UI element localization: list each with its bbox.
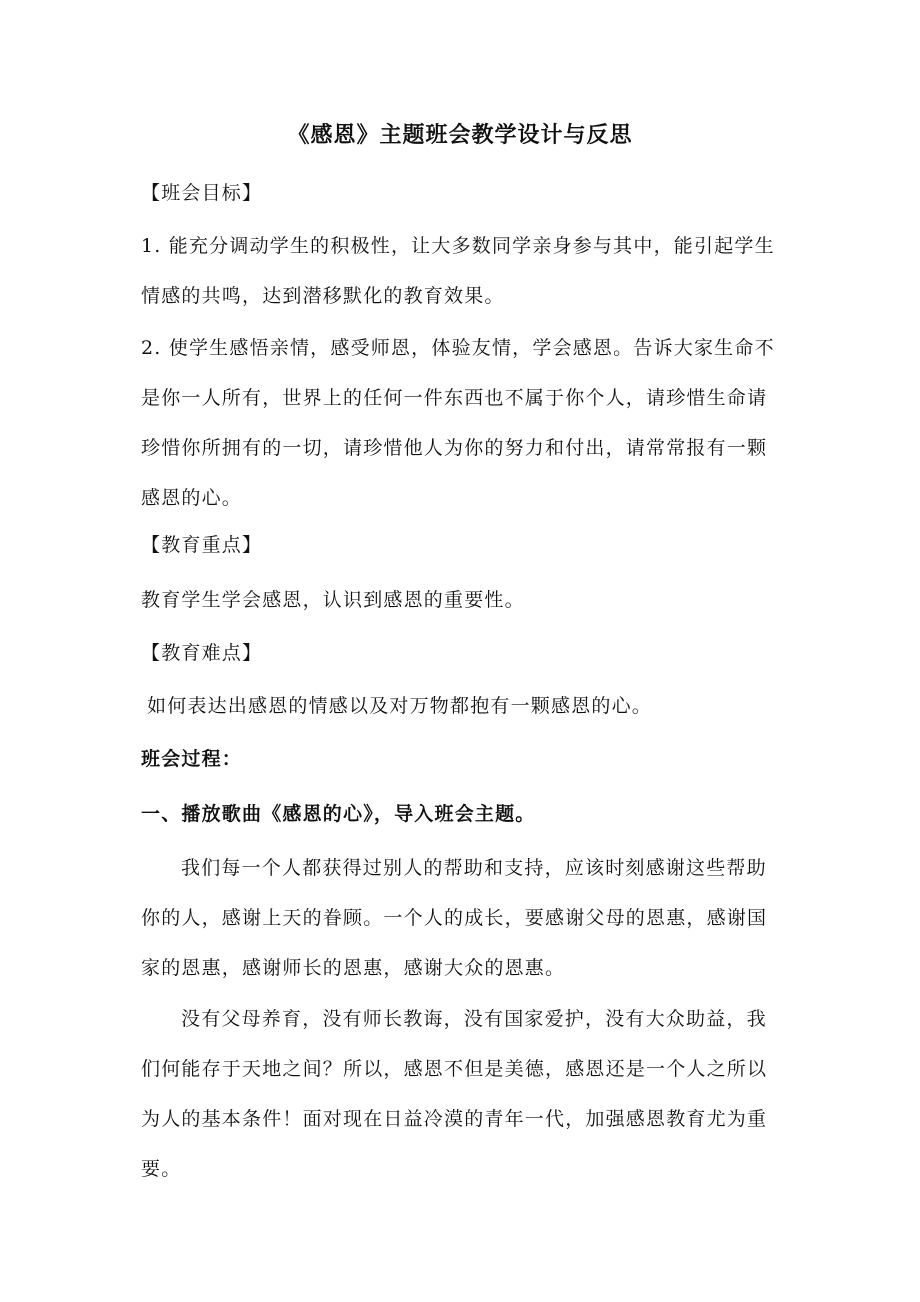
document-title: 《感恩》主题班会教学设计与反思 (287, 123, 633, 148)
key-point-text: 教育学生学会感恩，认识到感恩的重要性。 (141, 589, 525, 611)
step-1-paragraph-1: 我们每一个人都获得过别人的帮助和支持，应该时刻感谢这些帮助你的人，感谢上天的眷顾。一个人的成长，要感谢父母的恩惠，感谢国家的恩惠，感谢师长的恩惠，感谢大众的恩惠。 (141, 857, 768, 979)
goal-2-text: 2. 使学生感悟亲情，感受师恩，体验友情，学会感恩。告诉大家生命不是你一人所有，世界上的任何一件东西也不属于你个人，请珍惜生命请珍惜你所拥有的一切，请珍惜他人为你的努力和付出，请常常报有一颗感恩的心。 (141, 337, 775, 509)
process-heading: 班会过程： (141, 748, 243, 770)
step-1-heading: 一、播放歌曲《感恩的心》，导入班会主题。 (141, 803, 536, 825)
goals-heading: 【班会目标】 (141, 182, 263, 204)
difficulty-text: 如何表达出感恩的情感以及对万物都抱有一颗感恩的心。 (147, 695, 653, 717)
step-1-paragraph-2: 没有父母养育，没有师长教诲，没有国家爱护，没有大众助益，我们何能存于天地之间？所以，感恩不但是美德，感恩还是一个人之所以为人的基本条件！面对现在日益冷漠的青年一代，加强感恩教育尤为重要。 (141, 1008, 768, 1180)
difficulty-heading: 【教育难点】 (141, 642, 263, 664)
key-point-heading: 【教育重点】 (141, 534, 263, 556)
goal-1-text: 1. 能充分调动学生的积极性，让大多数同学亲身参与其中，能引起学生情感的共鸣，达到潜移默化的教育效果。 (141, 235, 775, 307)
